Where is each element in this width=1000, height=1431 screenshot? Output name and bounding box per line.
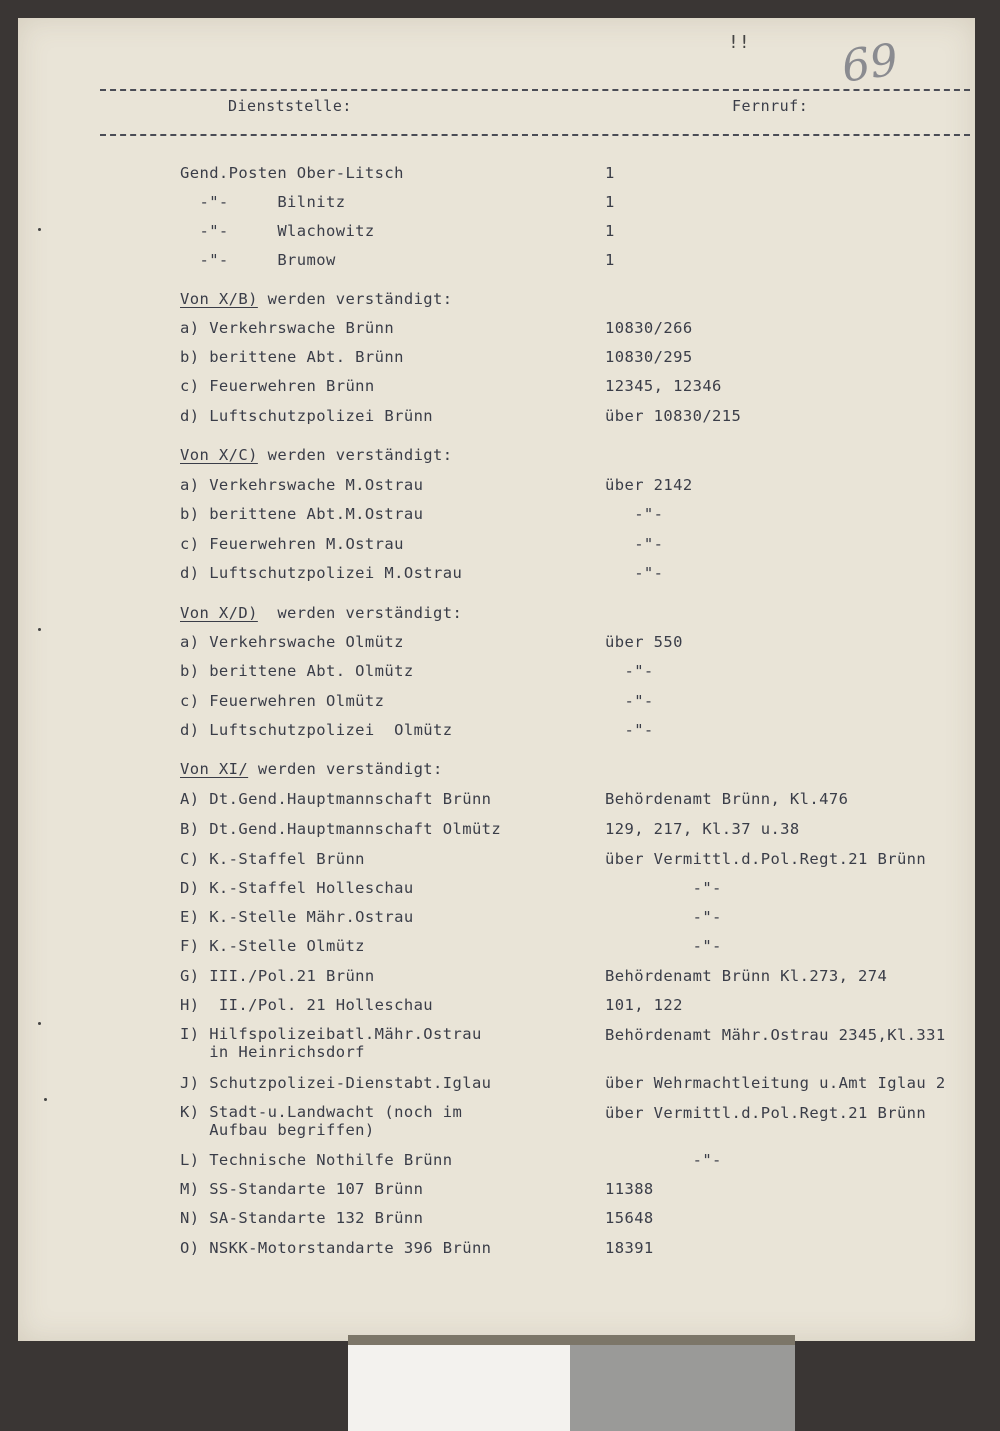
- entry-name: c) Feuerwehren M.Ostrau: [180, 535, 404, 553]
- entry-phone: -"-: [605, 721, 654, 739]
- entry-name: H) II./Pol. 21 Holleschau: [180, 996, 434, 1014]
- entry-name: D) K.-Staffel Holleschau: [180, 879, 414, 897]
- entry-name: F) K.-Stelle Olmütz: [180, 937, 365, 955]
- entry-phone: -"-: [605, 1151, 722, 1169]
- speck: [38, 628, 41, 631]
- entry-phone: 101, 122: [605, 996, 683, 1014]
- entry-phone: -"-: [605, 937, 722, 955]
- top-marks: !!: [728, 32, 750, 53]
- entry-phone: 1: [605, 222, 615, 240]
- entry-phone: über 10830/215: [605, 407, 742, 425]
- entry-phone: 1: [605, 164, 615, 182]
- entry-name: a) Verkehrswache Brünn: [180, 319, 395, 337]
- section-heading: Von X/C) werden verständigt:: [180, 446, 453, 464]
- entry-name: J) Schutzpolizei-Dienstabt.Iglau: [180, 1074, 492, 1092]
- entry-name: c) Feuerwehren Olmütz: [180, 692, 385, 710]
- top-rule: [100, 89, 970, 91]
- entry-phone: 11388: [605, 1180, 654, 1198]
- entry-name: -"- Wlachowitz: [180, 222, 375, 240]
- entry-phone: 15648: [605, 1209, 654, 1227]
- entry-name: b) berittene Abt.M.Ostrau: [180, 505, 424, 523]
- entry-name: L) Technische Nothilfe Brünn: [180, 1151, 453, 1169]
- entry-phone: -"-: [605, 535, 664, 553]
- entry-name: O) NSKK-Motorstandarte 396 Brünn: [180, 1239, 492, 1257]
- entry-phone: Behördenamt Brünn Kl.273, 274: [605, 967, 888, 985]
- entry-name: c) Feuerwehren Brünn: [180, 377, 375, 395]
- color-card-edge: [348, 1335, 795, 1345]
- entry-name: a) Verkehrswache M.Ostrau: [180, 476, 424, 494]
- entry-name: E) K.-Stelle Mähr.Ostrau: [180, 908, 414, 926]
- entry-phone: Behördenamt Brünn, Kl.476: [605, 790, 849, 808]
- entry-phone: Behördenamt Mähr.Ostrau 2345,Kl.331: [605, 1026, 946, 1044]
- column-header-fernruf: Fernruf:: [732, 97, 809, 115]
- entry-phone: über Vermittl.d.Pol.Regt.21 Brünn: [605, 1104, 927, 1122]
- entry-name: a) Verkehrswache Olmütz: [180, 633, 404, 651]
- entry-phone: über 2142: [605, 476, 693, 494]
- entry-name: G) III./Pol.21 Brünn: [180, 967, 375, 985]
- entry-phone: 18391: [605, 1239, 654, 1257]
- speck: [44, 1098, 47, 1101]
- entry-name: M) SS-Standarte 107 Brünn: [180, 1180, 424, 1198]
- entry-phone: 10830/295: [605, 348, 693, 366]
- column-header-dienststelle: Dienststelle:: [228, 97, 352, 115]
- section-heading: Von X/B) werden verständigt:: [180, 290, 453, 308]
- entry-phone: -"-: [605, 692, 654, 710]
- color-card-grey: [570, 1345, 795, 1431]
- entry-name: d) Luftschutzpolizei Olmütz: [180, 721, 453, 739]
- entry-phone: 129, 217, Kl.37 u.38: [605, 820, 800, 838]
- entry-phone: über Vermittl.d.Pol.Regt.21 Brünn: [605, 850, 927, 868]
- color-card-white: [348, 1345, 570, 1431]
- entry-name: I) Hilfspolizeibatl.Mähr.Ostrau: [180, 1025, 482, 1043]
- entry-phone: 12345, 12346: [605, 377, 722, 395]
- speck: [38, 228, 41, 231]
- entry-name: -"- Bilnitz: [180, 193, 346, 211]
- entry-name: C) K.-Staffel Brünn: [180, 850, 365, 868]
- entry-name: K) Stadt-u.Landwacht (noch im: [180, 1103, 463, 1121]
- entry-name: Gend.Posten Ober-Litsch: [180, 164, 404, 182]
- entry-name: -"- Brumow: [180, 251, 336, 269]
- entry-phone: 1: [605, 193, 615, 211]
- entry-phone: 1: [605, 251, 615, 269]
- entry-phone: -"-: [605, 908, 722, 926]
- entry-phone: über 550: [605, 633, 683, 651]
- entry-phone: -"-: [605, 662, 654, 680]
- entry-name: d) Luftschutzpolizei Brünn: [180, 407, 434, 425]
- entry-name: A) Dt.Gend.Hauptmannschaft Brünn: [180, 790, 492, 808]
- entry-name: B) Dt.Gend.Hauptmannschaft Olmütz: [180, 820, 502, 838]
- page-number: 69: [838, 34, 902, 93]
- entry-phone: -"-: [605, 564, 664, 582]
- entry-name-continued: Aufbau begriffen): [180, 1121, 375, 1139]
- entry-phone: -"-: [605, 505, 664, 523]
- entry-name: b) berittene Abt. Brünn: [180, 348, 404, 366]
- entry-phone: über Wehrmachtleitung u.Amt Iglau 2: [605, 1074, 946, 1092]
- speck: [38, 1022, 41, 1025]
- entry-phone: 10830/266: [605, 319, 693, 337]
- header-rule: [100, 134, 970, 136]
- entry-phone: -"-: [605, 879, 722, 897]
- document-page: [18, 18, 975, 1341]
- section-heading: Von XI/ werden verständigt:: [180, 760, 443, 778]
- entry-name-continued: in Heinrichsdorf: [180, 1043, 365, 1061]
- entry-name: N) SA-Standarte 132 Brünn: [180, 1209, 424, 1227]
- entry-name: b) berittene Abt. Olmütz: [180, 662, 414, 680]
- section-heading: Von X/D) werden verständigt:: [180, 604, 463, 622]
- entry-name: d) Luftschutzpolizei M.Ostrau: [180, 564, 463, 582]
